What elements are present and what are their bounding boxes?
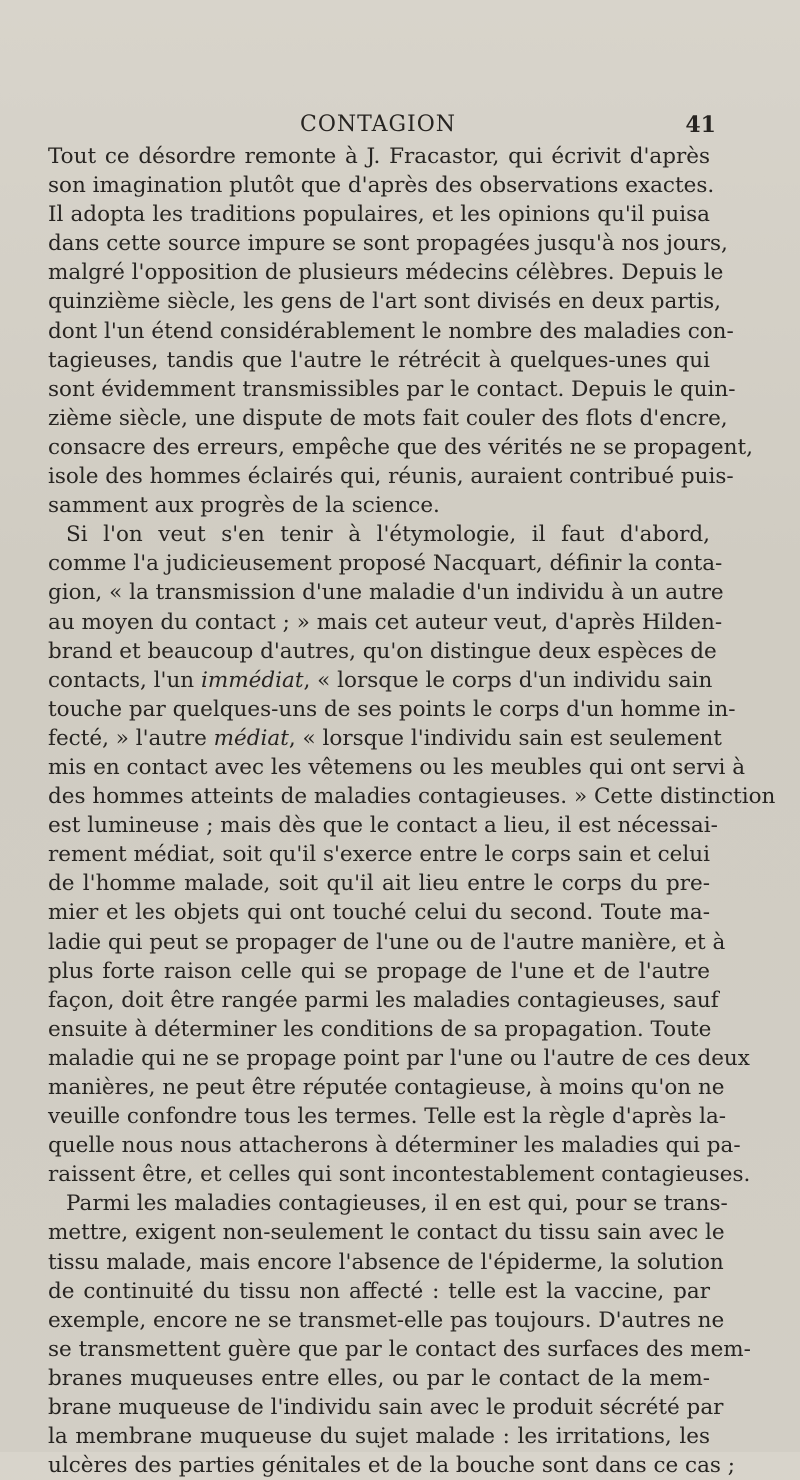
text-line: zième siècle, une dispute de mots fait couler des flots d'encre, [48,405,728,431]
text-line: exemple, encore ne se transmet-elle pas toujours. D'autres ne [48,1307,725,1333]
text-line: ulcères des parties génitales et de la bouche sont dans ce cas ; [48,1453,736,1479]
text-line: samment aux progrès de la science. [48,493,440,519]
text-line: dans cette source impure se sont propagées jusqu'à nos jours, [48,231,728,257]
text-line: plus forte raison celle qui se propage de l'une et de l'autre [48,958,710,984]
text-line: dont l'un étend considérablement le nombre des maladies con- [48,318,734,344]
text-line: branes muqueuses entre elles, ou par le contact de la mem- [48,1365,710,1391]
page-body-text [48,142,776,1480]
text-line: maladie qui ne se propage point par l'une ou l'autre de ces deux [48,1045,750,1071]
text-line: son imagination plutôt que d'après des observations exactes. [48,173,715,199]
text-line: quelle nous nous attacherons à déterminer les maladies qui pa- [48,1133,741,1159]
running-title: CONTAGION [299,112,457,137]
text-line: tagieuses, tandis que l'autre le rétrécit à quelques-unes qui [48,347,710,373]
text-line: gion, « la transmission d'une maladie d'un individu à un autre [48,580,724,606]
text-line: Tout ce désordre remonte à J. Fracastor, qui écrivit d'après [48,144,710,169]
text-line: rement médiat, soit qu'il s'exerce entre le corps sain et celui [48,842,710,868]
text-line: de continuité du tissu non affecté : telle est la vaccine, par [48,1278,710,1304]
running-header [40,108,716,144]
text-line: mier et les objets qui ont touché celui du second. Toute ma- [48,900,710,926]
text-line: brane muqueuse de l'individu sain avec le produit sécrété par [48,1395,724,1421]
text-line: des hommes atteints de maladies contagieuses. » Cette distinction [48,784,776,810]
text-line: raissent être, et celles qui sont incontestablement contagieuses. [48,1162,751,1188]
text-line: Parmi les maladies contagieuses, il en est qui, pour se trans- [66,1191,728,1217]
text-line: quinzième siècle, les gens de l'art sont divisés en deux partis, [48,289,722,315]
text-line: malgré l'opposition de plusieurs médecins célèbres. Depuis le [48,260,724,286]
text-line: mis en contact avec les vêtemens ou les meubles qui ont servi à [48,754,746,780]
page-number: 41 [685,112,716,138]
text-line: tissu malade, mais encore l'absence de l'épiderme, la solution [48,1249,724,1275]
text-line: fecté, » l'autre médiat, « lorsque l'individu sain est seulement [48,725,722,751]
text-line: de l'homme malade, soit qu'il ait lieu entre le corps du pre- [48,871,710,897]
text-line: comme l'a judicieusement proposé Nacquart, définir la conta- [48,551,723,577]
text-line: isole des hommes éclairés qui, réunis, auraient contribué puis- [48,464,734,490]
text-line: mettre, exigent non-seulement le contact du tissu sain avec le [48,1220,725,1246]
text-line: Il adopta les traditions populaires, et les opinions qu'il puisa [48,202,710,228]
text-line: brand et beaucoup d'autres, qu'on distingue deux espèces de [48,638,717,664]
text-line: ensuite à déterminer les conditions de sa propagation. Toute [48,1016,712,1042]
text-line: la membrane muqueuse du sujet malade : les irritations, les [48,1424,710,1450]
text-line: se transmettent guère que par le contact des surfaces des mem- [48,1336,751,1362]
text-line: veuille confondre tous les termes. Telle est la règle d'après la- [48,1104,727,1130]
text-line: au moyen du contact ; » mais cet auteur veut, d'après Hilden- [48,609,723,635]
text-line: contacts, l'un immédiat, « lorsque le corps d'un individu sain [48,667,713,693]
text-line: ladie qui peut se propager de l'une ou de l'autre manière, et à [48,929,726,955]
text-line: sont évidemment transmissibles par le contact. Depuis le quin- [48,376,736,402]
text-line: est lumineuse ; mais dès que le contact a lieu, il est nécessai- [48,813,718,839]
text-line: consacre des erreurs, empêche que des vérités ne se propagent, [48,434,753,460]
text-line: touche par quelques-uns de ses points le corps d'un homme in- [48,696,736,722]
text-line: Si l'on veut s'en tenir à l'étymologie, il faut d'abord, [66,522,710,548]
text-line: manières, ne peut être réputée contagieuse, à moins qu'on ne [48,1075,725,1100]
text-line: façon, doit être rangée parmi les maladies contagieuses, sauf [48,987,719,1013]
